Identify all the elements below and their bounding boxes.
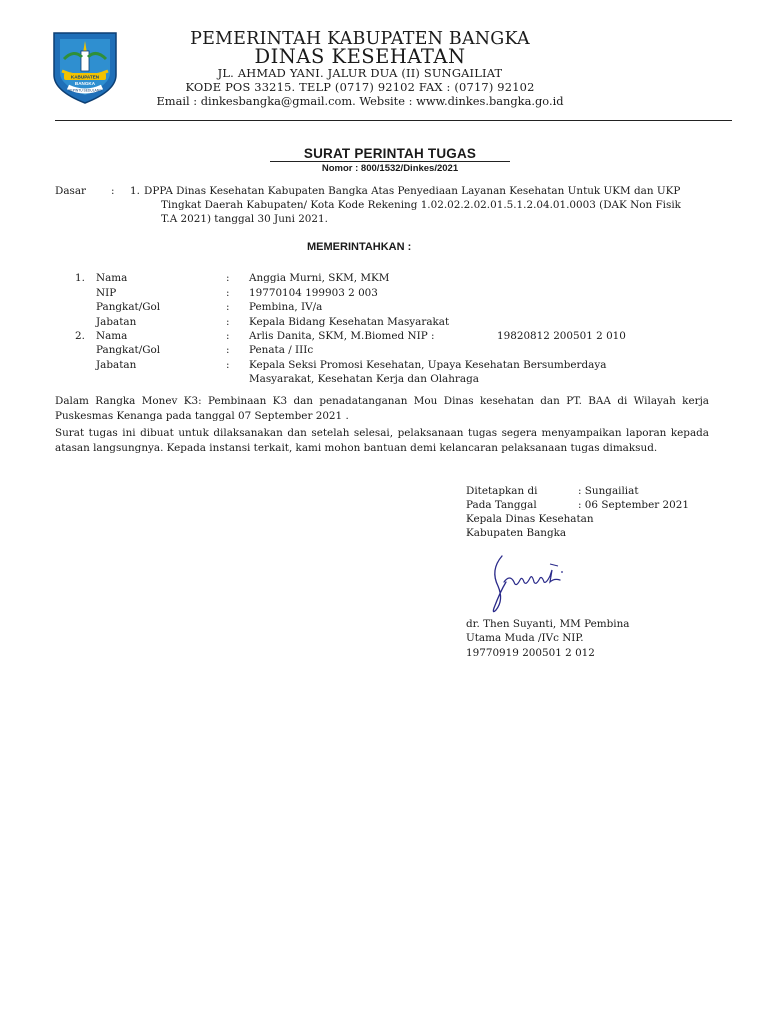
person-2-name-label: Nama (96, 330, 128, 342)
letterhead-divider (55, 120, 732, 121)
tanggal-value: : 06 September 2021 (578, 499, 689, 511)
logo-text-mid: BANGKA (74, 81, 96, 86)
ditetapkan-label: Ditetapkan di (466, 485, 538, 497)
signer-name-line-1: dr. Then Suyanti, MM Pembina (466, 618, 630, 630)
document-title-block (270, 146, 510, 174)
person-2-name-value: Arlis Danita, SKM, M.Biomed NIP : (249, 330, 435, 342)
dasar-colon: : (111, 185, 115, 197)
person-1-position-colon: : (226, 316, 230, 328)
dasar-line-3: T.A 2021) tanggal 30 Juni 2021. (161, 213, 328, 225)
handwritten-signature (484, 552, 574, 616)
person-1-nip-label: NIP (96, 287, 117, 299)
person-1-number: 1. (75, 272, 85, 284)
person-2-position-value-cont: Masyarakat, Kesehatan Kerja dan Olahraga (249, 373, 479, 385)
logo-text-motto: SEPINTU SEDULANG (68, 88, 102, 93)
instruction-paragraph: Surat tugas ini dibuat untuk dilaksanakan dan setelah selesai, pelaksanaan tugas segera menyampaikan laporan kepada atasan langsungnya. Kepada instansi terkait, kami mohon bantuan demi kelancaran pelaksanaan tugas dimaksud. (55, 427, 709, 454)
letterhead-address: JL. AHMAD YANI. JALUR DUA (II) SUNGAILIAT (217, 66, 503, 80)
kabupaten-bangka-logo-icon (50, 29, 120, 105)
person-2-rank-value: Penata / IIIc (249, 344, 314, 356)
person-2-nip-value: 19820812 200501 2 010 (497, 330, 626, 342)
document-title: SURAT PERINTAH TUGAS (303, 146, 477, 161)
person-1-nip-value: 19770104 199903 2 003 (249, 287, 378, 299)
dasar-number: 1. (130, 185, 140, 197)
person-2-number: 2. (75, 330, 85, 342)
purpose-paragraph: Dalam Rangka Monev K3: Pembinaan K3 dan penadatanganan Mou Dinas kesehatan dan PT. BAA di Wilayah kerja Puskesmas Kenanga pada tanggal 07 September 2021 . (55, 395, 709, 422)
document-number: Nomor : 800/1532/Dinkes/2021 (321, 163, 459, 174)
person-2-position-colon: : (226, 359, 230, 371)
person-2-rank-label: Pangkat/Gol (96, 344, 161, 356)
tanggal-label: Pada Tanggal (466, 499, 537, 511)
signer-position-1: Kepala Dinas Kesehatan (466, 513, 594, 525)
person-2-position-value: Kepala Seksi Promosi Kesehatan, Upaya Kesehatan Bersumberdaya (249, 359, 607, 371)
person-1-name-label: Nama (96, 272, 128, 284)
title-underline (270, 161, 510, 162)
letterhead-email-website: Email : dinkesbangka@gmail.com. Website : www.dinkes.bangka.go.id (156, 94, 564, 108)
person-2-position-label: Jabatan (96, 359, 137, 371)
person-1-name-colon: : (226, 272, 230, 284)
letterhead-department: DINAS KESEHATAN (254, 45, 466, 68)
letterhead-government: PEMERINTAH KABUPATEN BANGKA (190, 29, 530, 49)
dasar-label: Dasar (55, 185, 87, 197)
ditetapkan-value: : Sungailiat (578, 485, 639, 497)
person-1-rank-value: Pembina, IV/a (249, 301, 323, 313)
person-1-position-label: Jabatan (96, 316, 137, 328)
person-2-name-colon: : (226, 330, 230, 342)
person-1-rank-colon: : (226, 301, 230, 313)
dasar-line-2: Tingkat Daerah Kabupaten/ Kota Kode Rekening 1.02.02.2.02.01.5.1.2.04.01.0003 (DAK Non Fisik (161, 199, 681, 211)
person-1-position-value: Kepala Bidang Kesehatan Masyarakat (249, 316, 450, 328)
letterhead-contact: KODE POS 33215. TELP (0717) 92102 FAX : (0717) 92102 (185, 80, 535, 94)
person-1-rank-label: Pangkat/Gol (96, 301, 161, 313)
dasar-line-1: DPPA Dinas Kesehatan Kabupaten Bangka Atas Penyediaan Layanan Kesehatan Untuk UKM dan UKP (144, 185, 681, 197)
person-2-rank-colon: : (226, 344, 230, 356)
signer-position-2: Kabupaten Bangka (466, 527, 567, 539)
signer-nip: 19770919 200501 2 012 (466, 647, 595, 659)
person-1-name-value: Anggia Murni, SKM, MKM (249, 272, 390, 284)
person-1-nip-colon: : (226, 287, 230, 299)
logo-text-top: KABUPATEN (70, 74, 100, 80)
memerintahkan-heading: MEMERINTAHKAN : (307, 241, 412, 253)
signer-name-line-2: Utama Muda /IVc NIP. (466, 632, 584, 644)
